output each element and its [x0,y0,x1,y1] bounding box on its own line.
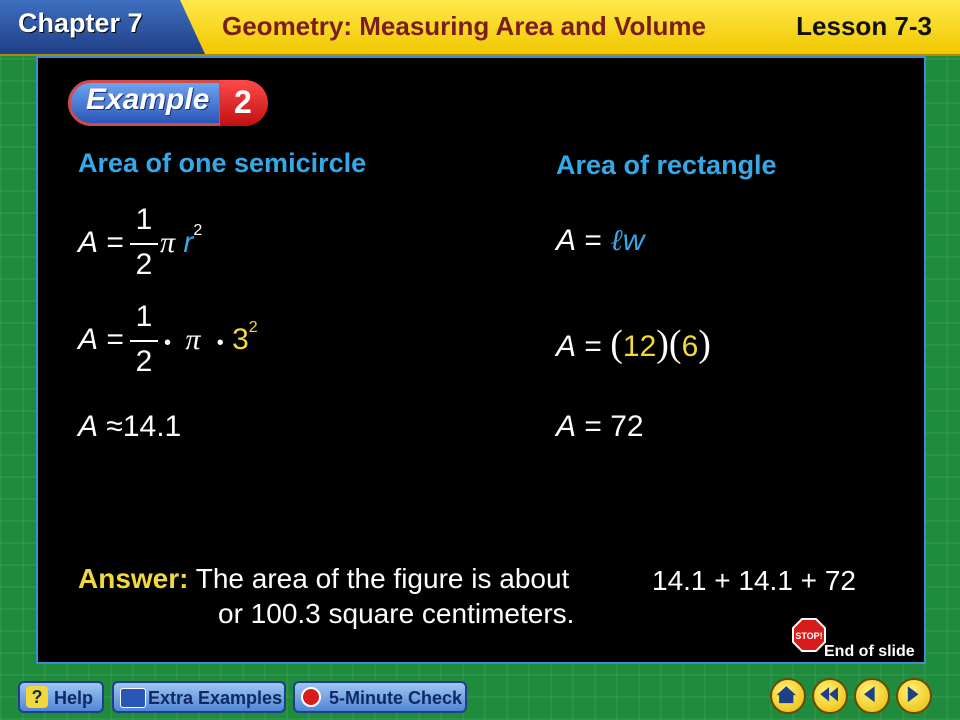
right-line1-l: ℓ [610,224,623,257]
stop-sign-icon [792,618,826,652]
answer-text1: The area of the figure is about [195,563,570,594]
left-line1-pi: π [160,226,176,259]
left-line2-pi: π [185,323,201,356]
right-line2-rparen2: ) [698,323,711,365]
right-line2-eq: = [584,330,602,363]
stop-sign-text: STOP! [795,631,823,641]
left-line1-numerator: 1 [135,203,153,236]
home-icon [772,680,804,712]
right-line2-lparen2: ( [668,323,682,365]
help-label: Help [54,688,94,708]
previous-slide-button[interactable] [854,678,890,714]
right-line1-w: w [622,224,645,257]
help-button[interactable] [18,681,104,713]
header-title: Geometry: Measuring Area and Volume [222,11,707,41]
next-icon [898,680,930,712]
example-word: Example [86,83,210,116]
header-bar [0,0,960,56]
right-line1-lhs: A [556,224,577,257]
first-slide-button[interactable] [812,678,848,714]
left-line1-rest [160,222,203,260]
left-line2-dot1: • [164,332,172,354]
left-line1-r: r [183,226,194,259]
right-line2-width: 6 [681,330,699,363]
five-minute-check-label: 5-Minute Check [329,688,463,708]
left-line2-fraction-bar [130,340,158,342]
right-line2-length: 12 [622,330,657,363]
left-line2-value: 3 [232,323,249,356]
left-line2-denominator: 2 [135,345,153,378]
left-line2-rest [164,319,258,357]
left-line1-denominator: 2 [135,248,153,281]
example-badge-right [220,80,268,126]
left-line2 [78,323,124,357]
left-line2-eq: = [106,323,124,356]
right-heading: Area of rectangle [556,150,777,180]
left-heading: Area of one semicircle [78,148,367,178]
answer-label: Answer: [78,563,189,594]
right-line3-eq: = [584,410,602,443]
right-line3 [556,410,644,444]
example-number: 2 [234,84,252,120]
clock-icon [301,687,321,707]
five-minute-check-button[interactable] [293,681,467,713]
left-line1-lhs: A [78,226,99,259]
answer-line1 [78,563,569,595]
lesson-label: Lesson 7-3 [796,11,932,41]
home-button[interactable] [770,678,806,714]
help-icon: ? [26,686,48,708]
left-line3-lhs: A [78,410,99,443]
left-line3 [78,410,181,444]
right-line2 [556,322,711,366]
right-line1 [556,224,644,258]
answer-line2 [218,598,574,630]
previous-icon [856,680,888,712]
left-line2-exponent: 2 [248,319,258,336]
left-line2-numerator: 1 [135,300,153,333]
answer-text2: square centimeters. [328,598,575,629]
left-line2-dot2: • [216,332,224,354]
right-line2-rparen1: ) [656,323,669,365]
end-of-slide-label: End of slide [824,643,915,660]
left-line1 [78,226,124,260]
left-line1-eq: = [106,226,124,259]
answer-expression: 14.1 + 14.1 + 72 [652,565,856,596]
right-line2-lhs: A [556,330,577,363]
rewind-icon [814,680,846,712]
extra-examples-button[interactable] [112,681,286,713]
next-slide-button[interactable] [896,678,932,714]
right-line3-value: 72 [610,410,644,443]
left-line3-value: 14.1 [122,410,182,443]
right-line3-lhs: A [556,410,577,443]
left-line2-lhs: A [78,323,99,356]
chapter-label: Chapter 7 [18,8,143,38]
extra-examples-label: Extra Examples [148,688,283,708]
right-line2-lparen1: ( [610,323,623,365]
left-line1-exponent: 2 [193,222,203,239]
extra-examples-icon [120,688,146,708]
right-line1-eq: = [584,224,602,257]
left-line1-fraction-bar [130,243,158,245]
left-line3-approx: ≈ [106,410,123,443]
answer-total: or 100.3 [218,598,321,629]
example-badge [68,80,268,126]
